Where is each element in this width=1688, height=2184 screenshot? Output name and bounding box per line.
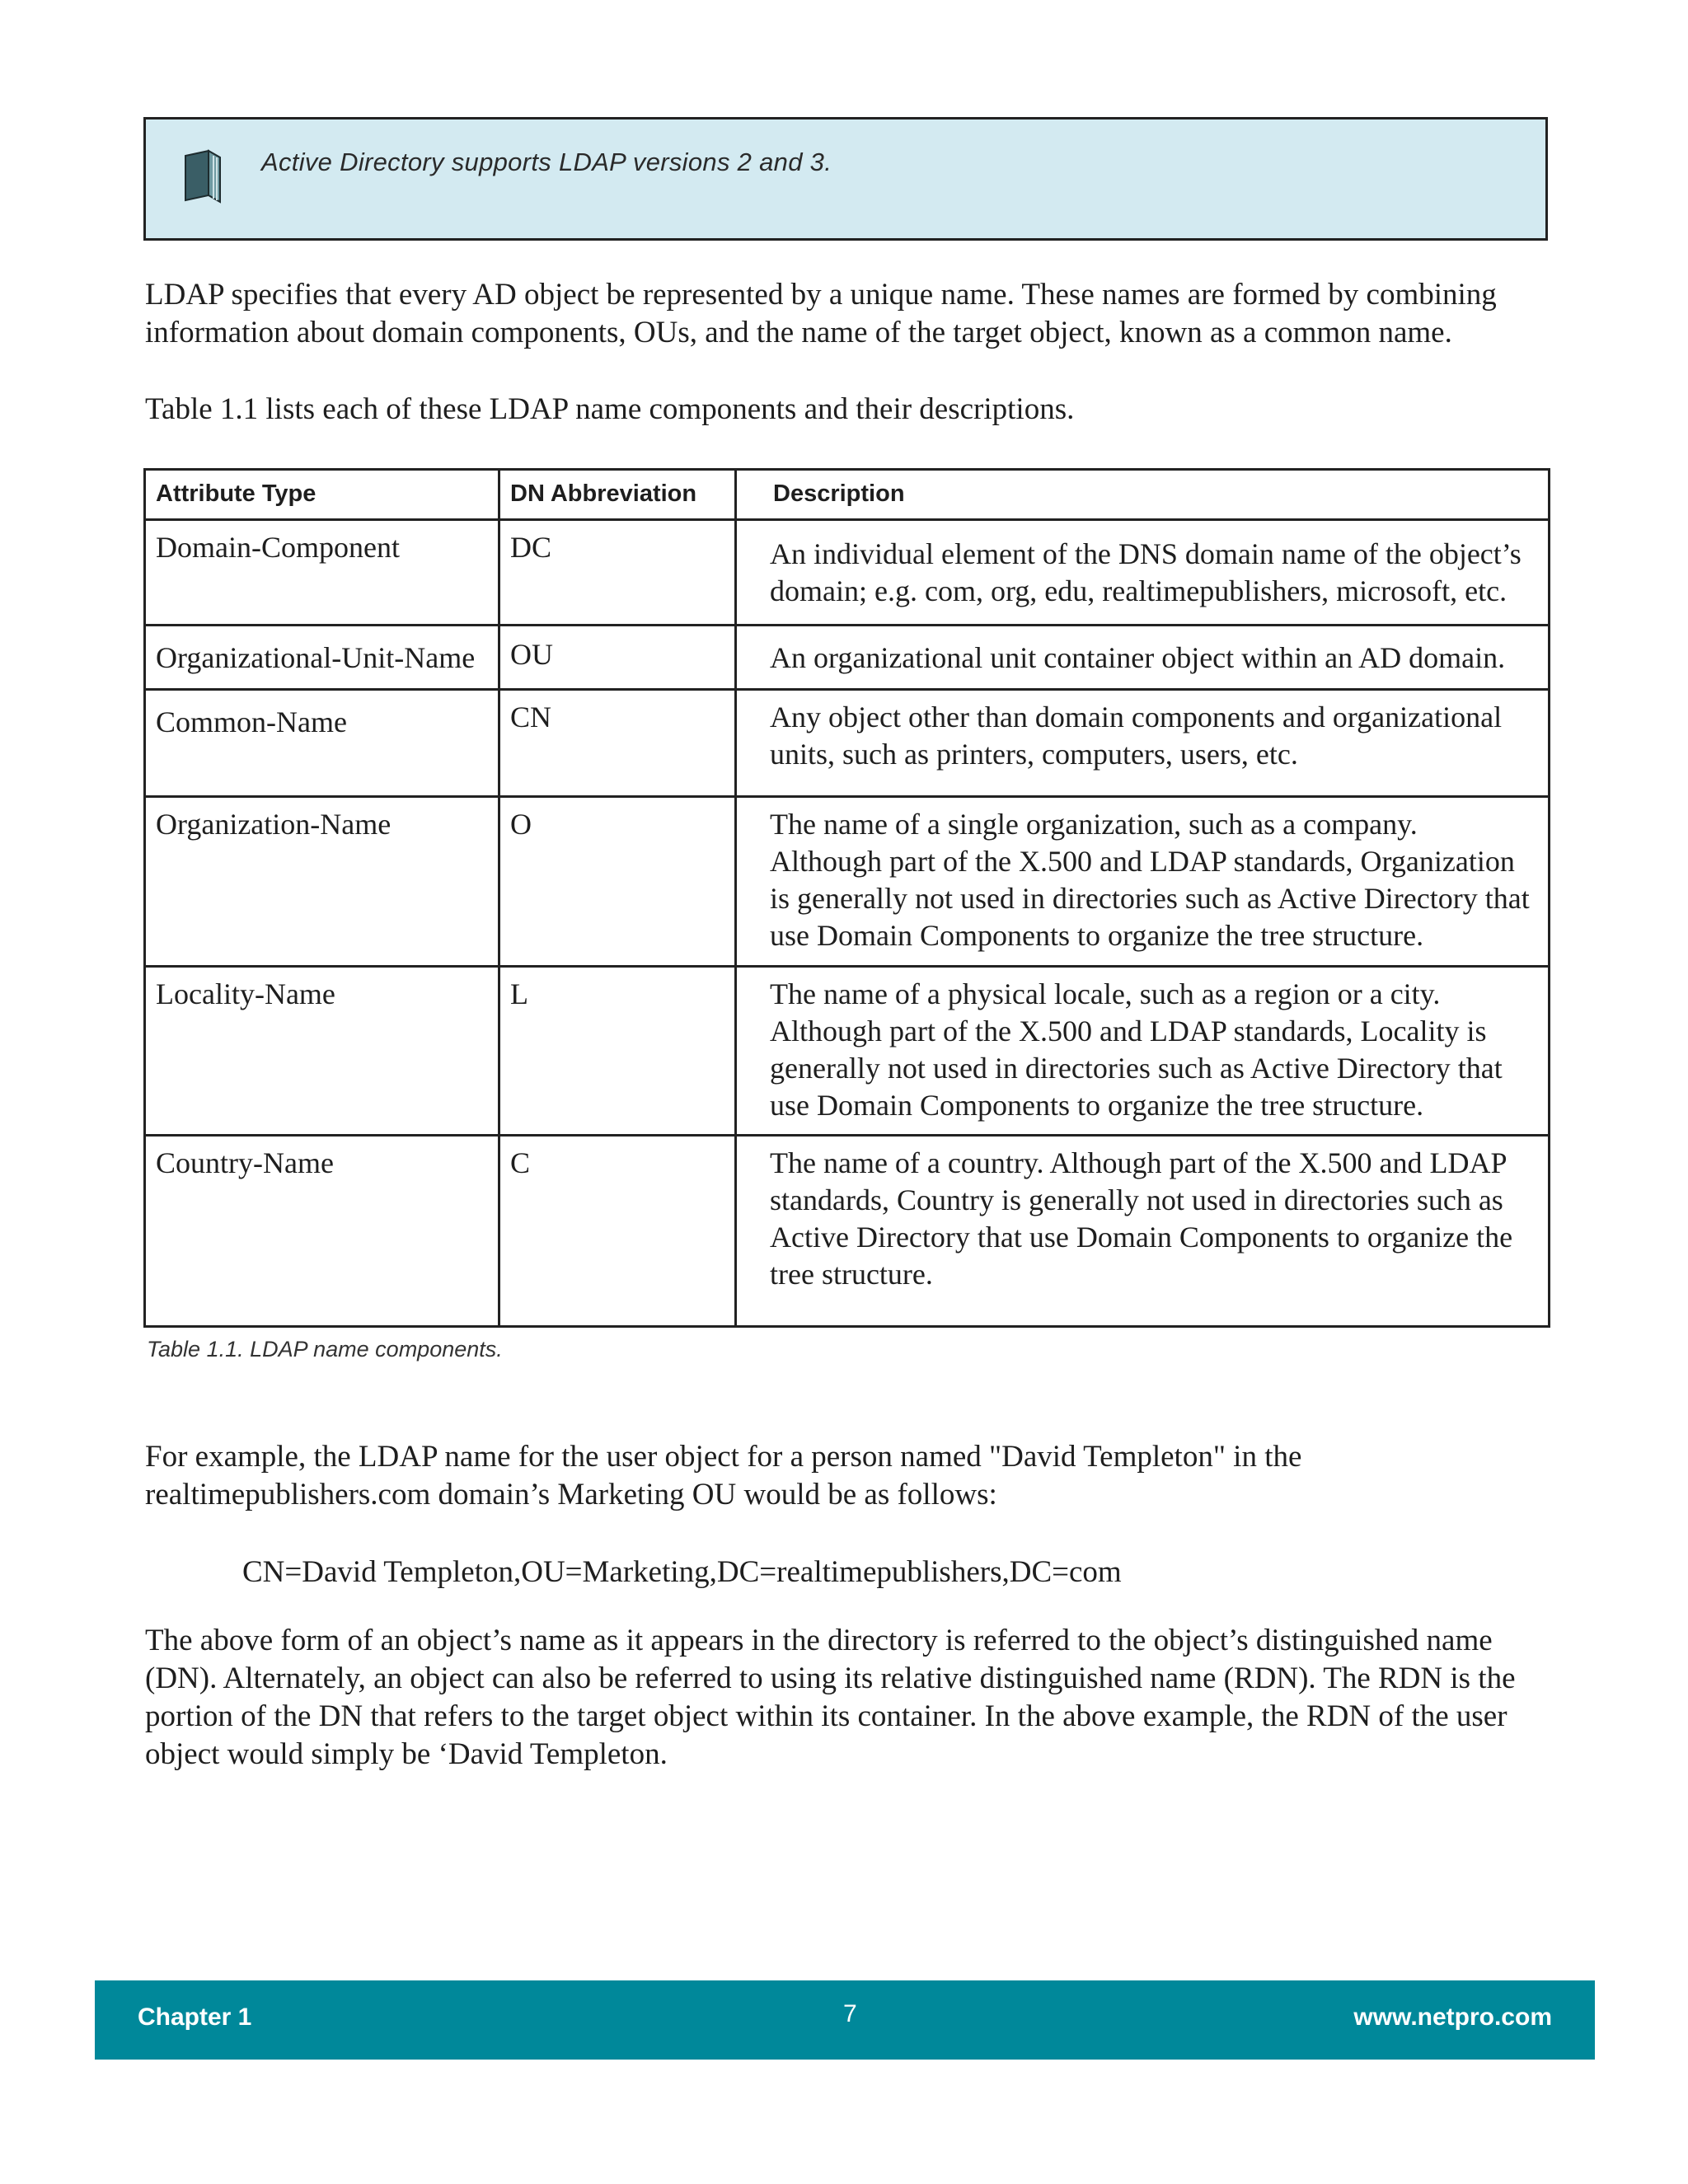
intro-paragraph: LDAP specifies that every AD object be represented by a unique name. These names are formed by combining information about domain components, OUs, and the name of the target object, known as a common name.: [145, 278, 1497, 349]
cell-dn-abbreviation: O: [499, 797, 736, 967]
table-row: [145, 797, 1550, 967]
cell-dn-abbreviation: L: [499, 967, 736, 1136]
header-description: Description: [736, 470, 1550, 520]
note-box: [143, 117, 1548, 241]
cell-attribute-type: Country-Name: [145, 1136, 499, 1327]
cell-attribute-type: Common-Name: [145, 690, 499, 797]
cell-dn-abbreviation: CN: [499, 690, 736, 797]
example-paragraph: For example, the LDAP name for the user object for a person named "David Templeton" in the realtimepublishers.com domain’s Marketing OU would be as follows:: [145, 1440, 1302, 1511]
cell-description: The name of a country. Although part of the X.500 and LDAP standards, Country is generally not used in directories such as Active Directory that use Domain Components to organize the tree structure.: [736, 1136, 1550, 1327]
table-row: [145, 1136, 1550, 1327]
table-header-row: [145, 470, 1550, 520]
table-row: [145, 967, 1550, 1136]
cell-description: The name of a single organization, such as a company. Although part of the X.500 and LDAP standards, Organization is generally not used in directories such as Active Directory that use Domain Components to organize the tree structure.: [736, 797, 1550, 967]
cell-description: Any object other than domain components and organizational units, such as printers, computers, users, etc.: [736, 690, 1550, 797]
ldap-components-table: [143, 468, 1550, 1328]
cell-dn-abbreviation: C: [499, 1136, 736, 1327]
cell-attribute-type: Organization-Name: [145, 797, 499, 967]
table-row: [145, 690, 1550, 797]
example-distinguished-name: CN=David Templeton,OU=Marketing,DC=realtimepublishers,DC=com: [242, 1555, 1122, 1589]
cell-attribute-type: Domain-Component: [145, 520, 499, 626]
cell-description: An organizational unit container object within an AD domain.: [736, 626, 1550, 690]
cell-description: An individual element of the DNS domain name of the object’s domain; e.g. com, org, edu, realtimepublishers, microsoft, etc.: [736, 520, 1550, 626]
table-row: [145, 520, 1550, 626]
table-reference-paragraph: Table 1.1 lists each of these LDAP name components and their descriptions.: [145, 392, 1075, 426]
page-footer: [95, 1980, 1595, 2060]
footer-page-number: 7: [843, 2000, 857, 2027]
cell-attribute-type: Organizational-Unit-Name: [145, 626, 499, 690]
header-attribute-type: Attribute Type: [145, 470, 499, 520]
note-text: Active Directory supports LDAP versions 2 and 3.: [261, 148, 832, 176]
book-icon: [179, 149, 225, 204]
cell-dn-abbreviation: DC: [499, 520, 736, 626]
header-dn-abbreviation: DN Abbreviation: [499, 470, 736, 520]
footer-chapter: Chapter 1: [138, 2004, 252, 2031]
dn-explanation-paragraph: The above form of an object’s name as it appears in the directory is referred to the object’s distinguished name (DN). Alternately, an object can also be referred to using its relative distinguished name (RDN). The RDN is the portion of the DN that refers to the target object within its container. In the above example, the RDN of the user object would simply be ‘David Templeton.: [145, 1624, 1516, 1771]
cell-dn-abbreviation: OU: [499, 626, 736, 690]
table-caption: Table 1.1. LDAP name components.: [147, 1337, 503, 1361]
cell-description: The name of a physical locale, such as a region or a city. Although part of the X.500 and LDAP standards, Locality is generally not used in directories such as Active Directory that use Domain Components to organize the tree structure.: [736, 967, 1550, 1136]
table-row: [145, 626, 1550, 690]
footer-url[interactable]: www.netpro.com: [1353, 2004, 1552, 2031]
cell-attribute-type: Locality-Name: [145, 967, 499, 1136]
